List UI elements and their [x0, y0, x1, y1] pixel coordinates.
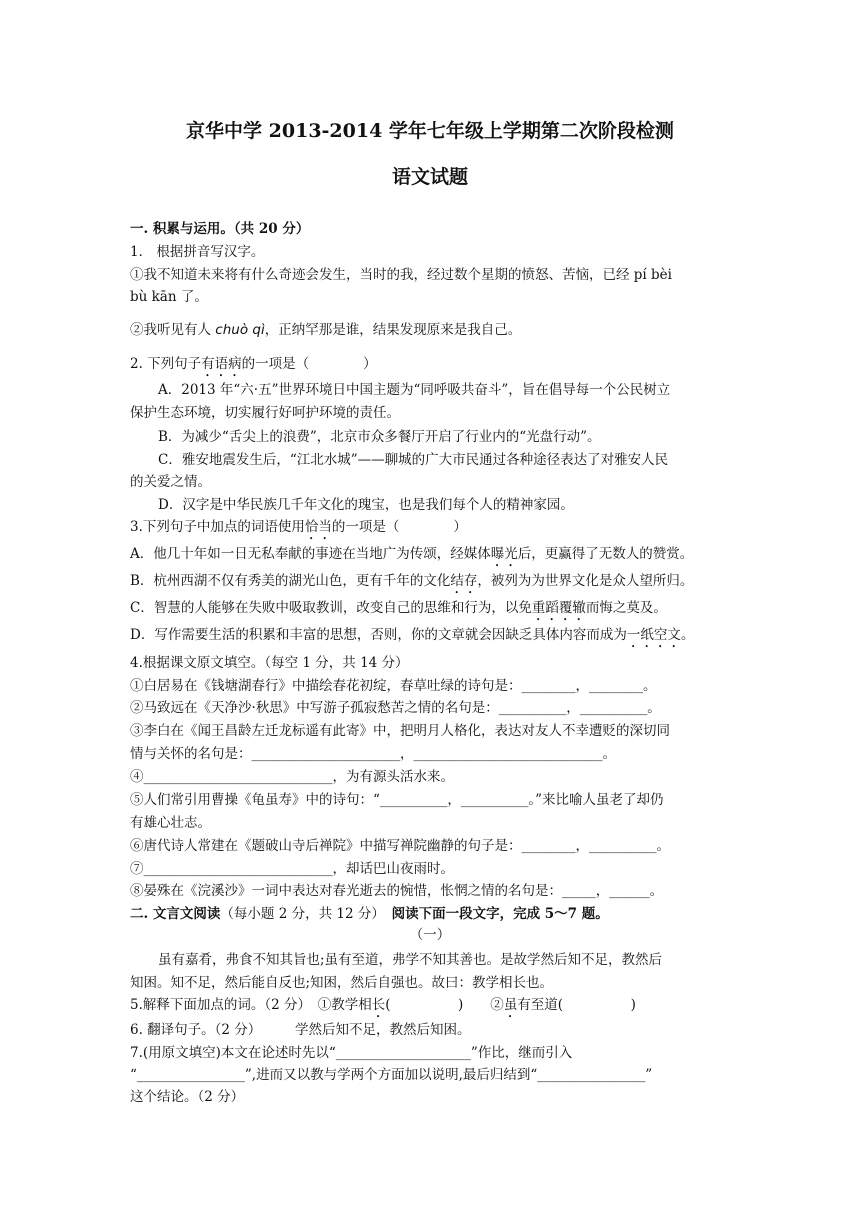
q5-pre: 5.解释下面加点的词。（2 分） ①教学相: [130, 997, 372, 1013]
q3-option-a-pre: A．他几十年如一日无私奉献的事迹在当地广为传颂，经媒体: [130, 546, 491, 562]
q2-stem-pre: 2. 下列句子: [130, 356, 202, 372]
q4-item3-line2: 情与关怀的名句是：______________________，____________________________。: [130, 746, 616, 762]
q4-item5-line2: 有雄心壮志。: [130, 815, 211, 831]
q4-item4: ④____________________________，为有源头活水来。: [130, 769, 454, 785]
q5-post: 有至道( ): [517, 997, 636, 1013]
q2-option-d: D．汉字是中华民族几千年文化的瑰宝，也是我们每个人的精神家园。: [158, 497, 574, 513]
section2-heading: [130, 905, 730, 923]
q2-option-a-line2: 保护生态环境，切实履行好呵护环境的责任。: [130, 405, 400, 421]
q3-stem-post: 的一项是（ ）: [331, 519, 467, 535]
q5-dotted-1: 长: [371, 997, 386, 1013]
q1-stem: 1． 根据拼音写汉字。: [130, 244, 265, 260]
q4-item5-line1: ⑤人们常引用曹操《龟虽寿》中的诗句：“__________，__________。”来比喻人虽老了却仍: [130, 792, 664, 808]
passage-line1: 虽有嘉肴，弗食不知其旨也;虽有至道，弗学不知其善也。是故学然后知不足，教然后: [158, 952, 663, 968]
q4-item3-line1: ③李白在《闻王昌龄左迁龙标遥有此寄》中，把明月人格化，表达对友人不幸遭贬的深切同: [130, 723, 670, 739]
q4-item2: ②马致远在《天净沙·秋思》中写游子孤寂愁苦之情的名句是：__________，__________。: [130, 700, 661, 716]
section2-heading-mid: （每小题 2 分，共 12 分）: [220, 906, 379, 922]
section1-heading: 一. 积累与运用。（共 20 分）: [130, 221, 310, 237]
q1-item2: [130, 321, 730, 339]
q2-option-a-line1: A．2013 年“六·五”世界环境日中国主题为“同呼吸共奋斗”，旨在倡导每一个公民树立: [158, 382, 671, 398]
exam-title: 京华中学 2013-2014 学年七年级上学期第二次阶段检测: [186, 120, 674, 142]
q3-option-c: [130, 599, 730, 624]
q3-option-b-dotted: 结存: [450, 573, 478, 589]
q3-stem: [130, 518, 730, 543]
q1-item1-line2: bù kān 了。: [130, 289, 208, 305]
q4-item7: ⑦____________________________，却话巴山夜雨时。: [130, 861, 454, 877]
q2-option-b: B．为减少“舌尖上的浪费”，北京市众多餐厅开启了行业内的“光盘行动”。: [158, 429, 601, 445]
q3-option-c-dotted: 重蹈覆辙: [531, 600, 586, 616]
q3-option-b: [130, 572, 730, 597]
q3-option-d-pre: D．写作需要生活的积累和丰富的思想，否则，你的文章就会因缺乏具体内容而成为: [130, 627, 627, 643]
q3-option-b-post: ，被列为为世界文化是众人望所归。: [477, 573, 694, 589]
q5: [130, 996, 730, 1021]
q3-option-c-post: 而悔之莫及。: [585, 600, 667, 616]
q2-stem-dotted: 有语病: [201, 356, 242, 372]
q3-stem-pre: 3.下列句子中加点的词语使用: [130, 519, 305, 535]
q6: 6. 翻译句子。（2 分） 学然后知不足，教然后知困。: [130, 1022, 471, 1038]
q1-item2-post: ，正纳罕那是谁，结果发现原来是我自己。: [264, 322, 522, 338]
q4-stem: 4.根据课文原文填空。（每空 1 分，共 14 分）: [130, 655, 409, 671]
q1-item1-line1: ①我不知道未来将有什么奇迹会发生，当时的我，经过数个星期的愤怒、苦恼，已经 pí bèi: [130, 267, 672, 283]
q7-line1: 7.(用原文填空)本文在论述时先以“____________________”作比，继而引入: [130, 1045, 573, 1061]
q4-item1: ①白居易在《钱塘湖春行》中描绘春花初绽，春草吐绿的诗句是：________，________。: [130, 678, 657, 694]
q3-option-a-dotted: 曝光: [490, 546, 518, 562]
q4-item8: ⑧晏殊在《浣溪沙》一词中表达对春光逝去的惋惜，怅惘之情的名句是：_____，______。: [130, 883, 664, 899]
q7-line2: “________________”,进而又以教与学两个方面加以说明,最后归结到“________________”: [130, 1067, 653, 1083]
section2-part-label: （一）: [409, 927, 451, 943]
q7-line3: 这个结论。（2 分）: [130, 1089, 245, 1105]
q2-stem: [130, 355, 730, 380]
q3-option-d-dotted: 一纸空文: [626, 627, 681, 643]
passage-line2: 知困。知不足，然后能自反也;知困，然后自强也。故曰：教学相长也。: [130, 975, 554, 991]
q2-stem-post: 的一项是（ ）: [241, 356, 377, 372]
q3-option-d-post: 。: [680, 627, 695, 643]
q2-option-c-line1: C．雅安地震发生后，“江北水城”——聊城的广大市民通过各种途径表达了对雅安人民: [158, 452, 669, 468]
q2-option-c-line2: 的关爱之情。: [130, 474, 211, 490]
section2-heading-pre: 二. 文言文阅读: [130, 906, 221, 922]
q4-item6: ⑥唐代诗人常建在《题破山寺后禅院》中描写禅院幽静的句子是：________，__________。: [130, 838, 670, 854]
q3-option-d: [130, 626, 730, 651]
q1-item2-pre: ②我听见有人: [130, 322, 216, 338]
q3-option-a: [130, 545, 730, 570]
q3-option-b-pre: B．杭州西湖不仅有秀美的湖光山色，更有千年的文化: [130, 573, 451, 589]
exam-subtitle: 语文试题: [391, 166, 468, 188]
q3-option-a-post: 后，更赢得了无数人的赞赏。: [517, 546, 694, 562]
q3-option-c-pre: C．智慧的人能够在失败中吸取教训，改变自己的思维和行为，以免: [130, 600, 532, 616]
q5-mid: ( ) ②: [385, 997, 504, 1013]
q3-stem-dotted: 恰当: [304, 519, 332, 535]
section2-heading-post: 阅读下面一段文字，完成 5～7 题。: [391, 906, 609, 922]
q5-dotted-2: 虽: [503, 997, 518, 1013]
q1-item2-pinyin: chuò qì: [215, 322, 265, 338]
